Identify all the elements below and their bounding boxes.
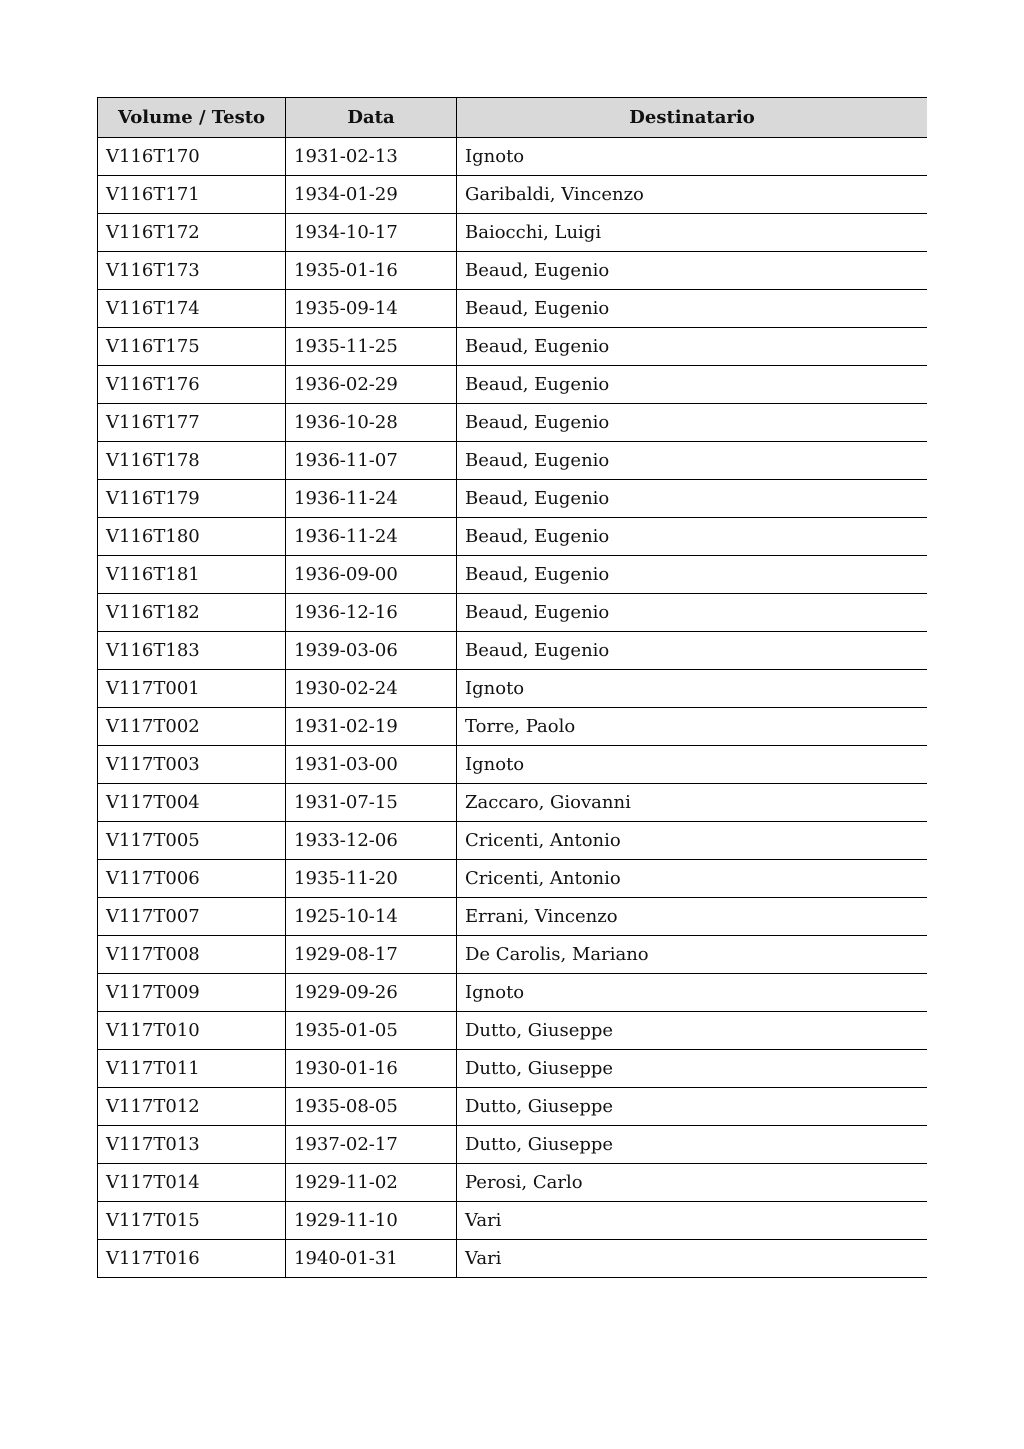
table-row (98, 708, 928, 746)
destinatario-cell: Beaud, Eugenio (457, 328, 928, 366)
destinatario-cell: Beaud, Eugenio (457, 290, 928, 328)
destinatario-cell: Beaud, Eugenio (457, 404, 928, 442)
destinatario-cell: Ignoto (457, 746, 928, 784)
data-cell: 1929-11-02 (286, 1164, 457, 1202)
volume-testo-cell: V117T016 (98, 1240, 286, 1278)
volume-testo-cell: V116T172 (98, 214, 286, 252)
table-row (98, 176, 928, 214)
table-row (98, 1240, 928, 1278)
volume-testo-cell: V117T015 (98, 1202, 286, 1240)
data-cell: 1929-09-26 (286, 974, 457, 1012)
volume-testo-cell: V117T006 (98, 860, 286, 898)
destinatario-cell: Beaud, Eugenio (457, 632, 928, 670)
data-cell: 1930-02-24 (286, 670, 457, 708)
volume-testo-cell: V116T176 (98, 366, 286, 404)
column-header-destinatario: Destinatario (457, 98, 928, 138)
table-row (98, 442, 928, 480)
volume-testo-cell: V117T003 (98, 746, 286, 784)
table-row (98, 518, 928, 556)
data-cell: 1935-11-25 (286, 328, 457, 366)
volume-testo-cell: V116T182 (98, 594, 286, 632)
destinatario-cell: Perosi, Carlo (457, 1164, 928, 1202)
table-row (98, 556, 928, 594)
destinatario-cell: Beaud, Eugenio (457, 556, 928, 594)
destinatario-cell: Torre, Paolo (457, 708, 928, 746)
volume-testo-cell: V116T175 (98, 328, 286, 366)
destinatario-cell: Dutto, Giuseppe (457, 1126, 928, 1164)
destinatario-cell: Cricenti, Antonio (457, 860, 928, 898)
data-cell: 1936-11-07 (286, 442, 457, 480)
volume-testo-cell: V117T013 (98, 1126, 286, 1164)
destinatario-cell: Vari (457, 1202, 928, 1240)
table-row (98, 936, 928, 974)
volume-testo-cell: V116T181 (98, 556, 286, 594)
data-cell: 1931-02-19 (286, 708, 457, 746)
table-row (98, 1126, 928, 1164)
data-cell: 1934-01-29 (286, 176, 457, 214)
destinatario-cell: Dutto, Giuseppe (457, 1088, 928, 1126)
destinatario-cell: Beaud, Eugenio (457, 518, 928, 556)
data-cell: 1935-09-14 (286, 290, 457, 328)
volume-testo-cell: V117T014 (98, 1164, 286, 1202)
volume-testo-cell: V117T002 (98, 708, 286, 746)
data-cell: 1940-01-31 (286, 1240, 457, 1278)
destinatario-cell: Dutto, Giuseppe (457, 1012, 928, 1050)
table-row (98, 404, 928, 442)
volume-testo-cell: V116T173 (98, 252, 286, 290)
table-row (98, 784, 928, 822)
volume-testo-cell: V117T011 (98, 1050, 286, 1088)
destinatario-cell: Beaud, Eugenio (457, 442, 928, 480)
data-cell: 1925-10-14 (286, 898, 457, 936)
volume-testo-cell: V116T180 (98, 518, 286, 556)
column-header-data: Data (286, 98, 457, 138)
table-row (98, 480, 928, 518)
volume-testo-cell: V116T171 (98, 176, 286, 214)
data-cell: 1937-02-17 (286, 1126, 457, 1164)
destinatario-cell: Ignoto (457, 138, 928, 176)
table-body (98, 138, 928, 1278)
data-cell: 1931-07-15 (286, 784, 457, 822)
letters-table-container (97, 97, 927, 1312)
table-row (98, 974, 928, 1012)
destinatario-cell: Garibaldi, Vincenzo (457, 176, 928, 214)
data-cell: 1939-03-06 (286, 632, 457, 670)
data-cell: 1936-10-28 (286, 404, 457, 442)
data-cell: 1930-01-16 (286, 1050, 457, 1088)
table-row (98, 822, 928, 860)
table-row (98, 1050, 928, 1088)
volume-testo-cell: V116T179 (98, 480, 286, 518)
destinatario-cell: Baiocchi, Luigi (457, 214, 928, 252)
data-cell: 1929-08-17 (286, 936, 457, 974)
volume-testo-cell: V116T174 (98, 290, 286, 328)
destinatario-cell: Cricenti, Antonio (457, 822, 928, 860)
destinatario-cell: Errani, Vincenzo (457, 898, 928, 936)
volume-testo-cell: V116T170 (98, 138, 286, 176)
data-cell: 1929-11-10 (286, 1202, 457, 1240)
destinatario-cell: Zaccaro, Giovanni (457, 784, 928, 822)
volume-testo-cell: V117T010 (98, 1012, 286, 1050)
table-row (98, 366, 928, 404)
table-row (98, 1088, 928, 1126)
table-row (98, 1012, 928, 1050)
destinatario-cell: Ignoto (457, 974, 928, 1012)
volume-testo-cell: V117T009 (98, 974, 286, 1012)
volume-testo-cell: V117T004 (98, 784, 286, 822)
volume-testo-cell: V117T012 (98, 1088, 286, 1126)
data-cell: 1936-12-16 (286, 594, 457, 632)
destinatario-cell: Beaud, Eugenio (457, 594, 928, 632)
volume-testo-cell: V117T008 (98, 936, 286, 974)
data-cell: 1936-11-24 (286, 480, 457, 518)
destinatario-cell: Vari (457, 1240, 928, 1278)
table-header (98, 98, 928, 138)
table-row (98, 898, 928, 936)
data-cell: 1931-02-13 (286, 138, 457, 176)
table-row (98, 632, 928, 670)
table-row (98, 594, 928, 632)
table-row (98, 1164, 928, 1202)
volume-testo-cell: V117T005 (98, 822, 286, 860)
volume-testo-cell: V117T001 (98, 670, 286, 708)
data-cell: 1931-03-00 (286, 746, 457, 784)
table-row (98, 1202, 928, 1240)
data-cell: 1935-11-20 (286, 860, 457, 898)
destinatario-cell: Beaud, Eugenio (457, 480, 928, 518)
table-row (98, 328, 928, 366)
column-header-volume-testo: Volume / Testo (98, 98, 286, 138)
data-cell: 1936-02-29 (286, 366, 457, 404)
letters-table (97, 97, 927, 1278)
destinatario-cell: Dutto, Giuseppe (457, 1050, 928, 1088)
data-cell: 1933-12-06 (286, 822, 457, 860)
data-cell: 1935-01-05 (286, 1012, 457, 1050)
destinatario-cell: Ignoto (457, 670, 928, 708)
destinatario-cell: Beaud, Eugenio (457, 252, 928, 290)
table-row (98, 860, 928, 898)
table-row (98, 214, 928, 252)
volume-testo-cell: V116T178 (98, 442, 286, 480)
data-cell: 1936-09-00 (286, 556, 457, 594)
data-cell: 1935-08-05 (286, 1088, 457, 1126)
data-cell: 1935-01-16 (286, 252, 457, 290)
table-row (98, 290, 928, 328)
table-row (98, 252, 928, 290)
destinatario-cell: De Carolis, Mariano (457, 936, 928, 974)
table-row (98, 670, 928, 708)
table-row (98, 138, 928, 176)
header-row (98, 98, 928, 138)
table-row (98, 746, 928, 784)
volume-testo-cell: V116T177 (98, 404, 286, 442)
volume-testo-cell: V117T007 (98, 898, 286, 936)
destinatario-cell: Beaud, Eugenio (457, 366, 928, 404)
volume-testo-cell: V116T183 (98, 632, 286, 670)
data-cell: 1934-10-17 (286, 214, 457, 252)
data-cell: 1936-11-24 (286, 518, 457, 556)
